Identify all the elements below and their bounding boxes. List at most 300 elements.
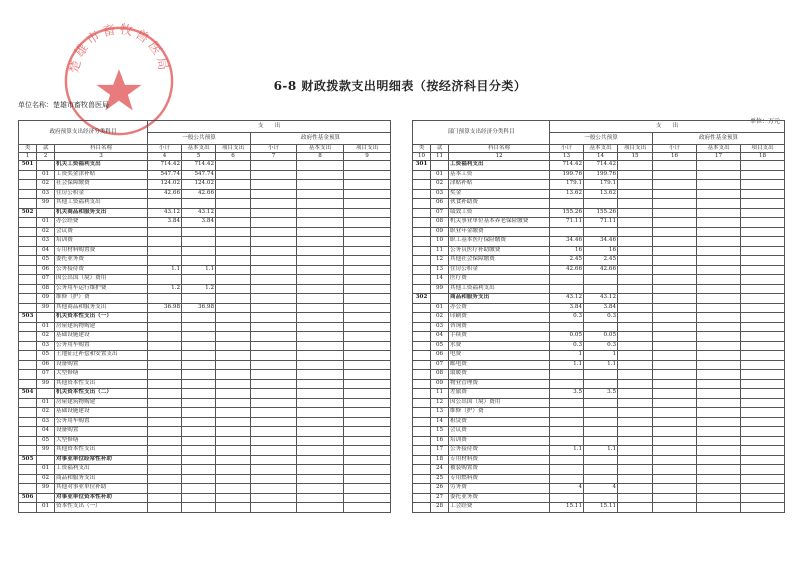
subtotal-cell: 3.84: [550, 303, 584, 313]
lei-cell: [19, 379, 37, 389]
project-expense-cell: [216, 313, 251, 323]
subject-name-cell: 物业管理费: [449, 379, 550, 389]
table-row: [19, 465, 391, 475]
fund-subtotal-cell: [653, 436, 697, 446]
subject-name-cell: 机关资本性支出（二）: [55, 389, 148, 399]
fund-basic-cell: [297, 436, 344, 446]
table-row: [413, 284, 785, 294]
subtotal-cell: 1.1: [148, 265, 182, 275]
fund-basic-cell: [697, 408, 741, 418]
subject-name-cell: 工资福利支出: [55, 465, 148, 475]
project-expense-cell: [618, 332, 653, 342]
subject-name-cell: 职工基本医疗保险缴费: [449, 237, 550, 247]
fund-subtotal-cell: [251, 474, 297, 484]
fund-project-cell: [344, 446, 391, 456]
basic-expense-cell: 15.11: [584, 503, 618, 513]
fund-subtotal-cell: [251, 379, 297, 389]
fund-project-cell: [344, 484, 391, 494]
project-expense-cell: [618, 246, 653, 256]
table-row: [413, 465, 785, 475]
fund-basic-cell: [697, 455, 741, 465]
table-row: [413, 427, 785, 437]
basic-expense-cell: [182, 408, 216, 418]
column-number: 2: [37, 153, 55, 161]
fund-subtotal-cell: [653, 227, 697, 237]
subject-name-cell: 培训费: [449, 436, 550, 446]
basic-expense-cell: [182, 341, 216, 351]
lei-cell: [19, 341, 37, 351]
kuan-cell: 10: [431, 237, 449, 247]
fund-project-cell: [344, 275, 391, 285]
table-row: [19, 227, 391, 237]
header-subject: 科目名称: [449, 145, 550, 153]
table-row: [19, 246, 391, 256]
fund-subtotal-cell: [251, 446, 297, 456]
subtotal-cell: [550, 493, 584, 503]
subject-name-cell: 商品和服务支出: [55, 474, 148, 484]
fund-basic-cell: [297, 199, 344, 209]
subject-name-cell: 其他工资福利支出: [449, 284, 550, 294]
fund-project-cell: [741, 446, 785, 456]
subtotal-cell: 71.11: [550, 218, 584, 228]
table-row: [19, 208, 391, 218]
kuan-cell: 16: [431, 436, 449, 446]
kuan-cell: [37, 493, 55, 503]
left-fund-header: 政府性基金预算: [251, 133, 391, 145]
subject-name-cell: 办公经费: [55, 218, 148, 228]
subtotal-cell: [148, 341, 182, 351]
header-project: 项目支出: [741, 145, 785, 153]
subject-name-cell: 其他对事业单位补助: [55, 484, 148, 494]
project-expense-cell: [216, 398, 251, 408]
fund-basic-cell: [697, 294, 741, 304]
fund-project-cell: [741, 246, 785, 256]
fund-project-cell: [741, 322, 785, 332]
kuan-cell: 13: [431, 265, 449, 275]
lei-cell: [19, 360, 37, 370]
project-expense-cell: [618, 180, 653, 190]
fund-basic-cell: [297, 256, 344, 266]
header-kuan: 款: [37, 145, 55, 153]
header-project: 项目支出: [344, 145, 391, 153]
column-number-row: [413, 153, 785, 161]
fund-basic-cell: [697, 465, 741, 475]
table-row: [19, 265, 391, 275]
kuan-cell: 13: [431, 408, 449, 418]
fund-subtotal-cell: [251, 408, 297, 418]
unit-name: 单位名称：楚雄市畜牧兽医局: [18, 101, 109, 109]
subtotal-cell: [148, 332, 182, 342]
subtotal-cell: [550, 322, 584, 332]
fund-project-cell: [741, 455, 785, 465]
fund-project-cell: [741, 370, 785, 380]
fund-project-cell: [741, 417, 785, 427]
basic-expense-cell: [182, 237, 216, 247]
fund-basic-cell: [297, 446, 344, 456]
kuan-cell: [431, 161, 449, 171]
left-col-numbers: [19, 153, 391, 161]
kuan-cell: 01: [37, 218, 55, 228]
subtotal-cell: 179.1: [550, 180, 584, 190]
fund-subtotal-cell: [251, 256, 297, 266]
kuan-cell: 99: [37, 379, 55, 389]
fund-subtotal-cell: [251, 322, 297, 332]
fund-basic-cell: [697, 436, 741, 446]
subject-name-cell: 基础设施建设: [55, 408, 148, 418]
kuan-cell: 02: [37, 408, 55, 418]
table-row: [413, 341, 785, 351]
table-row: [413, 303, 785, 313]
basic-expense-cell: 547.74: [182, 170, 216, 180]
subject-name-cell: 机关资本性支出（一）: [55, 313, 148, 323]
fund-basic-cell: [297, 275, 344, 285]
project-expense-cell: [618, 341, 653, 351]
subject-name-cell: 被装购置费: [449, 465, 550, 475]
table-row: [19, 370, 391, 380]
project-expense-cell: [216, 446, 251, 456]
kuan-cell: 18: [431, 455, 449, 465]
fund-subtotal-cell: [653, 360, 697, 370]
project-expense-cell: [618, 446, 653, 456]
fund-basic-cell: [297, 351, 344, 361]
subject-name-cell: 绩效工资: [449, 208, 550, 218]
kuan-cell: 12: [431, 256, 449, 266]
fund-subtotal-cell: [251, 294, 297, 304]
lei-cell: [413, 398, 431, 408]
fund-subtotal-cell: [653, 455, 697, 465]
kuan-cell: [37, 389, 55, 399]
table-row: [19, 303, 391, 313]
basic-expense-cell: [584, 455, 618, 465]
project-expense-cell: [216, 474, 251, 484]
column-number: 17: [697, 153, 741, 161]
right-col-numbers: [413, 153, 785, 161]
fund-basic-cell: [297, 161, 344, 171]
lei-cell: [19, 180, 37, 190]
basic-expense-cell: 714.42: [182, 161, 216, 171]
fund-subtotal-cell: [653, 170, 697, 180]
table-row: [19, 341, 391, 351]
fund-project-cell: [344, 313, 391, 323]
project-expense-cell: [216, 322, 251, 332]
subject-name-cell: 其他资本性支出: [55, 379, 148, 389]
project-expense-cell: [618, 360, 653, 370]
subtotal-cell: [148, 313, 182, 323]
fund-basic-cell: [297, 265, 344, 275]
lei-cell: [19, 484, 37, 494]
header-basic: 基本支出: [584, 145, 618, 153]
basic-expense-cell: [584, 474, 618, 484]
subtotal-cell: [550, 398, 584, 408]
fund-subtotal-cell: [251, 189, 297, 199]
lei-cell: [413, 227, 431, 237]
table-row: [19, 417, 391, 427]
table-row: [413, 265, 785, 275]
fund-project-cell: [344, 370, 391, 380]
kuan-cell: 27: [431, 493, 449, 503]
subtotal-cell: 3.84: [148, 218, 182, 228]
subtotal-cell: [148, 436, 182, 446]
project-expense-cell: [216, 436, 251, 446]
lei-cell: [19, 189, 37, 199]
lei-cell: [19, 503, 37, 513]
fund-basic-cell: [297, 503, 344, 513]
fund-subtotal-cell: [251, 199, 297, 209]
header-project: 项目支出: [216, 145, 251, 153]
lei-cell: [19, 265, 37, 275]
fund-subtotal-cell: [653, 161, 697, 171]
subtotal-cell: 155.26: [550, 208, 584, 218]
kuan-cell: [37, 208, 55, 218]
kuan-cell: 26: [431, 484, 449, 494]
kuan-cell: 07: [431, 360, 449, 370]
subtotal-cell: [148, 503, 182, 513]
basic-expense-cell: [182, 455, 216, 465]
project-expense-cell: [216, 493, 251, 503]
fund-subtotal-cell: [251, 484, 297, 494]
fund-basic-cell: [297, 208, 344, 218]
fund-basic-cell: [697, 246, 741, 256]
fund-project-cell: [344, 493, 391, 503]
header-basic: 基本支出: [182, 145, 216, 153]
subtotal-cell: [550, 436, 584, 446]
fund-basic-cell: [697, 398, 741, 408]
subject-name-cell: 办公费: [449, 303, 550, 313]
basic-expense-cell: [182, 417, 216, 427]
subject-name-cell: 专用材料购置费: [55, 246, 148, 256]
basic-expense-cell: [584, 275, 618, 285]
subtotal-cell: 2.45: [550, 256, 584, 266]
subtotal-cell: 43.12: [550, 294, 584, 304]
fund-subtotal-cell: [251, 398, 297, 408]
kuan-cell: [37, 313, 55, 323]
subtotal-cell: [148, 455, 182, 465]
basic-expense-cell: [182, 370, 216, 380]
lei-cell: [413, 237, 431, 247]
table-row: [19, 218, 391, 228]
fund-project-cell: [741, 408, 785, 418]
subject-name-cell: 维修（护）费: [449, 408, 550, 418]
subtotal-cell: 0.3: [550, 313, 584, 323]
column-number: 12: [449, 153, 550, 161]
lei-cell: [19, 351, 37, 361]
fund-project-cell: [741, 484, 785, 494]
fund-subtotal-cell: [251, 351, 297, 361]
fund-basic-cell: [697, 284, 741, 294]
basic-expense-cell: [182, 503, 216, 513]
kuan-cell: 03: [431, 189, 449, 199]
subject-name-cell: 专用燃料费: [449, 474, 550, 484]
table-row: [19, 446, 391, 456]
basic-expense-cell: 3.84: [182, 218, 216, 228]
subject-name-cell: 会议费: [449, 427, 550, 437]
kuan-cell: 03: [37, 417, 55, 427]
fund-basic-cell: [297, 389, 344, 399]
project-expense-cell: [618, 351, 653, 361]
fund-subtotal-cell: [653, 275, 697, 285]
fund-subtotal-cell: [251, 208, 297, 218]
fund-project-cell: [344, 199, 391, 209]
table-row: [413, 313, 785, 323]
project-expense-cell: [618, 256, 653, 266]
fund-project-cell: [344, 474, 391, 484]
fund-subtotal-cell: [251, 284, 297, 294]
subject-name-cell: 邮电费: [449, 360, 550, 370]
project-expense-cell: [216, 294, 251, 304]
kuan-cell: 02: [37, 474, 55, 484]
table-row: [19, 161, 391, 171]
fund-subtotal-cell: [653, 474, 697, 484]
kuan-cell: 06: [37, 360, 55, 370]
kuan-cell: 07: [37, 370, 55, 380]
kuan-cell: 04: [431, 332, 449, 342]
table-row: [413, 218, 785, 228]
kuan-cell: 15: [431, 427, 449, 437]
kuan-cell: 08: [431, 370, 449, 380]
table-row: [19, 436, 391, 446]
kuan-cell: 07: [431, 208, 449, 218]
fund-project-cell: [344, 408, 391, 418]
lei-cell: [413, 322, 431, 332]
project-expense-cell: [216, 256, 251, 266]
kuan-cell: 01: [37, 465, 55, 475]
project-expense-cell: [216, 170, 251, 180]
table-row: [413, 237, 785, 247]
fund-basic-cell: [297, 294, 344, 304]
subject-name-cell: 机关商品和服务支出: [55, 208, 148, 218]
fund-project-cell: [741, 360, 785, 370]
project-expense-cell: [216, 275, 251, 285]
basic-expense-cell: 42.66: [584, 265, 618, 275]
lei-cell: [413, 360, 431, 370]
table-row: [19, 474, 391, 484]
left-general-header: 一般公共预算: [148, 133, 251, 145]
lei-cell: [19, 417, 37, 427]
fund-subtotal-cell: [653, 256, 697, 266]
basic-expense-cell: 2.45: [584, 256, 618, 266]
fund-subtotal-cell: [653, 332, 697, 342]
subject-name-cell: 设备购置: [55, 427, 148, 437]
project-expense-cell: [216, 227, 251, 237]
lei-cell: 506: [19, 493, 37, 503]
project-expense-cell: [618, 313, 653, 323]
subtotal-cell: 199.76: [550, 170, 584, 180]
fund-subtotal-cell: [653, 417, 697, 427]
fund-project-cell: [741, 180, 785, 190]
subject-name-cell: 机关事业单位基本养老保险缴费: [449, 218, 550, 228]
fund-project-cell: [741, 379, 785, 389]
subject-name-cell: 其他资本性支出: [55, 446, 148, 456]
fund-basic-cell: [697, 503, 741, 513]
right-general-header: 一般公共预算: [550, 133, 653, 145]
basic-expense-cell: 1: [584, 351, 618, 361]
lei-cell: [19, 275, 37, 285]
column-number: 5: [182, 153, 216, 161]
subtotal-cell: 34.46: [550, 237, 584, 247]
header-subtotal: 小计: [550, 145, 584, 153]
basic-expense-cell: 1.2: [182, 284, 216, 294]
header-project: 项目支出: [618, 145, 653, 153]
kuan-cell: 09: [431, 227, 449, 237]
fund-basic-cell: [697, 322, 741, 332]
fund-subtotal-cell: [653, 465, 697, 475]
fund-basic-cell: [297, 408, 344, 418]
basic-expense-cell: 43.12: [182, 208, 216, 218]
project-expense-cell: [216, 246, 251, 256]
fund-project-cell: [344, 161, 391, 171]
kuan-cell: 01: [431, 170, 449, 180]
lei-cell: [413, 313, 431, 323]
fund-basic-cell: [697, 370, 741, 380]
lei-cell: 302: [413, 294, 431, 304]
subtotal-cell: [148, 294, 182, 304]
subject-name-cell: 咨询费: [449, 322, 550, 332]
fund-basic-cell: [297, 417, 344, 427]
lei-cell: [19, 474, 37, 484]
lei-cell: [413, 503, 431, 513]
fund-subtotal-cell: [653, 341, 697, 351]
kuan-cell: 99: [37, 484, 55, 494]
fund-subtotal-cell: [653, 503, 697, 513]
fund-basic-cell: [697, 237, 741, 247]
fund-basic-cell: [297, 398, 344, 408]
subject-name-cell: 公务接待费: [449, 446, 550, 456]
basic-expense-cell: [182, 294, 216, 304]
fund-subtotal-cell: [251, 332, 297, 342]
subtotal-cell: [148, 246, 182, 256]
fund-basic-cell: [697, 417, 741, 427]
basic-expense-cell: [584, 436, 618, 446]
table-row: [19, 170, 391, 180]
subtotal-cell: [550, 227, 584, 237]
lei-cell: [413, 484, 431, 494]
lei-cell: [413, 189, 431, 199]
fund-project-cell: [741, 227, 785, 237]
project-expense-cell: [618, 398, 653, 408]
subject-name-cell: 公务用车运行维护费: [55, 284, 148, 294]
subject-name-cell: 伙食补助费: [449, 199, 550, 209]
table-row: [413, 161, 785, 171]
table-row: [413, 322, 785, 332]
basic-expense-cell: [584, 199, 618, 209]
fund-project-cell: [741, 275, 785, 285]
basic-expense-cell: 0.3: [584, 341, 618, 351]
basic-expense-cell: [182, 389, 216, 399]
basic-expense-cell: [584, 284, 618, 294]
basic-expense-cell: [182, 332, 216, 342]
table-row: [413, 408, 785, 418]
lei-cell: [19, 465, 37, 475]
basic-expense-cell: [182, 465, 216, 475]
basic-expense-cell: [584, 493, 618, 503]
project-expense-cell: [618, 265, 653, 275]
kuan-cell: 01: [431, 303, 449, 313]
header-basic: 基本支出: [297, 145, 344, 153]
fund-subtotal-cell: [251, 227, 297, 237]
lei-cell: [413, 465, 431, 475]
project-expense-cell: [618, 474, 653, 484]
subtotal-cell: [148, 465, 182, 475]
fund-subtotal-cell: [251, 275, 297, 285]
fund-basic-cell: [697, 218, 741, 228]
fund-project-cell: [741, 332, 785, 342]
project-expense-cell: [618, 370, 653, 380]
project-expense-cell: [618, 408, 653, 418]
right-group-header: 部门预算支出经济分类科目: [413, 121, 550, 145]
kuan-cell: 01: [37, 503, 55, 513]
table-row: [19, 180, 391, 190]
lei-cell: [413, 370, 431, 380]
